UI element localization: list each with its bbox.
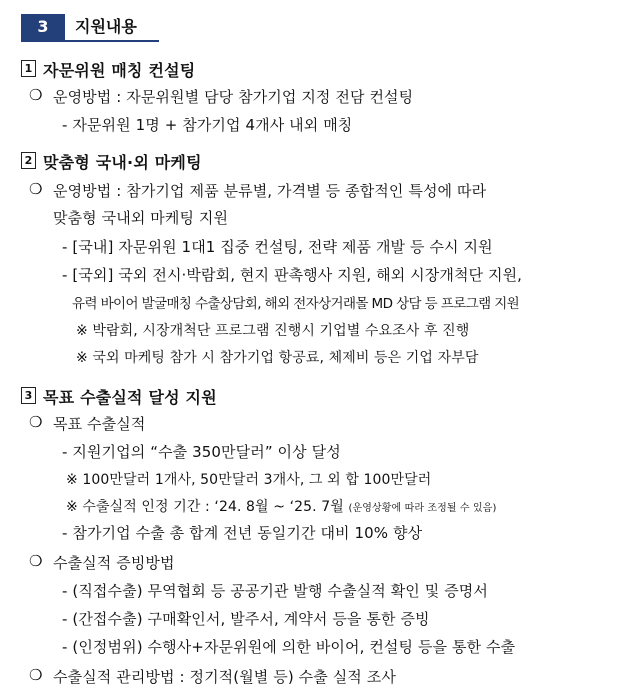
bullet-circle-icon: ❍ [29,666,43,684]
bullet-circle-icon: ❍ [29,180,43,198]
adjustment-remark: (운영상황에 따라 조정될 수 있음) [348,503,497,514]
proof-line: - (인정범위) 수행사+자문위원에 의한 바이어, 컨설팅 등을 통한 수출 [62,638,516,656]
section-title-underline [21,40,159,42]
target-line: - 참가기업 수출 총 합계 전년 동일기간 대비 10% 향상 [62,524,423,542]
proof-title: 수출실적 증빙방법 [53,554,175,572]
section-number-badge: 3 [21,14,65,40]
operation-method: 운영방법 : 참가기업 제품 분류별, 가격별 등 종합적인 특성에 따라 [53,182,487,200]
item-number-box: 1 [21,60,36,77]
note-line: ※ 박람회, 시장개척단 프로그램 진행시 기업별 수요조사 후 진행 [76,323,470,339]
management-method: 수출실적 관리방법 : 정기적(월별 등) 수출 실적 조사 [53,668,396,686]
proof-line: - (직접수출) 무역협회 등 공공기관 발행 수출실적 확인 및 증명서 [62,582,488,600]
bullet-circle-icon: ❍ [29,552,43,570]
operation-method-cont: 맞춤형 국내외 마케팅 지원 [53,209,229,227]
note-line [66,496,496,516]
bullet-circle-icon: ❍ [29,413,43,431]
item-title: 맞춤형 국내·외 마케팅 [43,153,202,172]
proof-line: - (간접수출) 구매확인서, 발주서, 계약서 등을 통한 증빙 [62,610,430,628]
detail-line: - 자문위원 1명 + 참가기업 4개사 내외 매칭 [62,116,353,134]
overseas-support-line: - [국외] 국외 전시·박람회, 현지 판촉행사 지원, 해외 시장개척단 지원, [62,266,523,284]
operation-method: 운영방법 : 자문위원별 담당 참가기업 지정 전담 컨설팅 [53,88,414,106]
item-title: 자문위원 매칭 컨설팅 [43,61,196,80]
bullet-circle-icon: ❍ [29,86,43,104]
item-number-box: 3 [21,387,36,404]
domestic-support-line: - [국내] 자문위원 1대1 집중 컨설팅, 전략 제품 개발 등 수시 지원 [62,238,493,256]
export-period-note: ※ 수출실적 인정 기간 : ‘24. 8월 ~ ‘25. 7월 [66,499,344,515]
note-line: ※ 국외 마케팅 참가 시 참가기업 항공료, 체제비 등은 기업 자부담 [76,350,479,366]
note-line: ※ 100만달러 1개사, 50만달러 3개사, 그 외 합 100만달러 [66,472,432,488]
target-title: 목표 수출실적 [53,415,146,433]
overseas-support-line-cont: 유력 바이어 발굴매칭 수출상담회, 해외 전자상거래몰 MD 상담 등 프로그램 지원 [72,296,520,312]
item-number-box: 2 [21,152,36,169]
section-title: 지원내용 [75,17,137,36]
item-title: 목표 수출실적 달성 지원 [43,388,217,407]
target-line: - 지원기업의 “수출 350만달러” 이상 달성 [62,443,341,461]
